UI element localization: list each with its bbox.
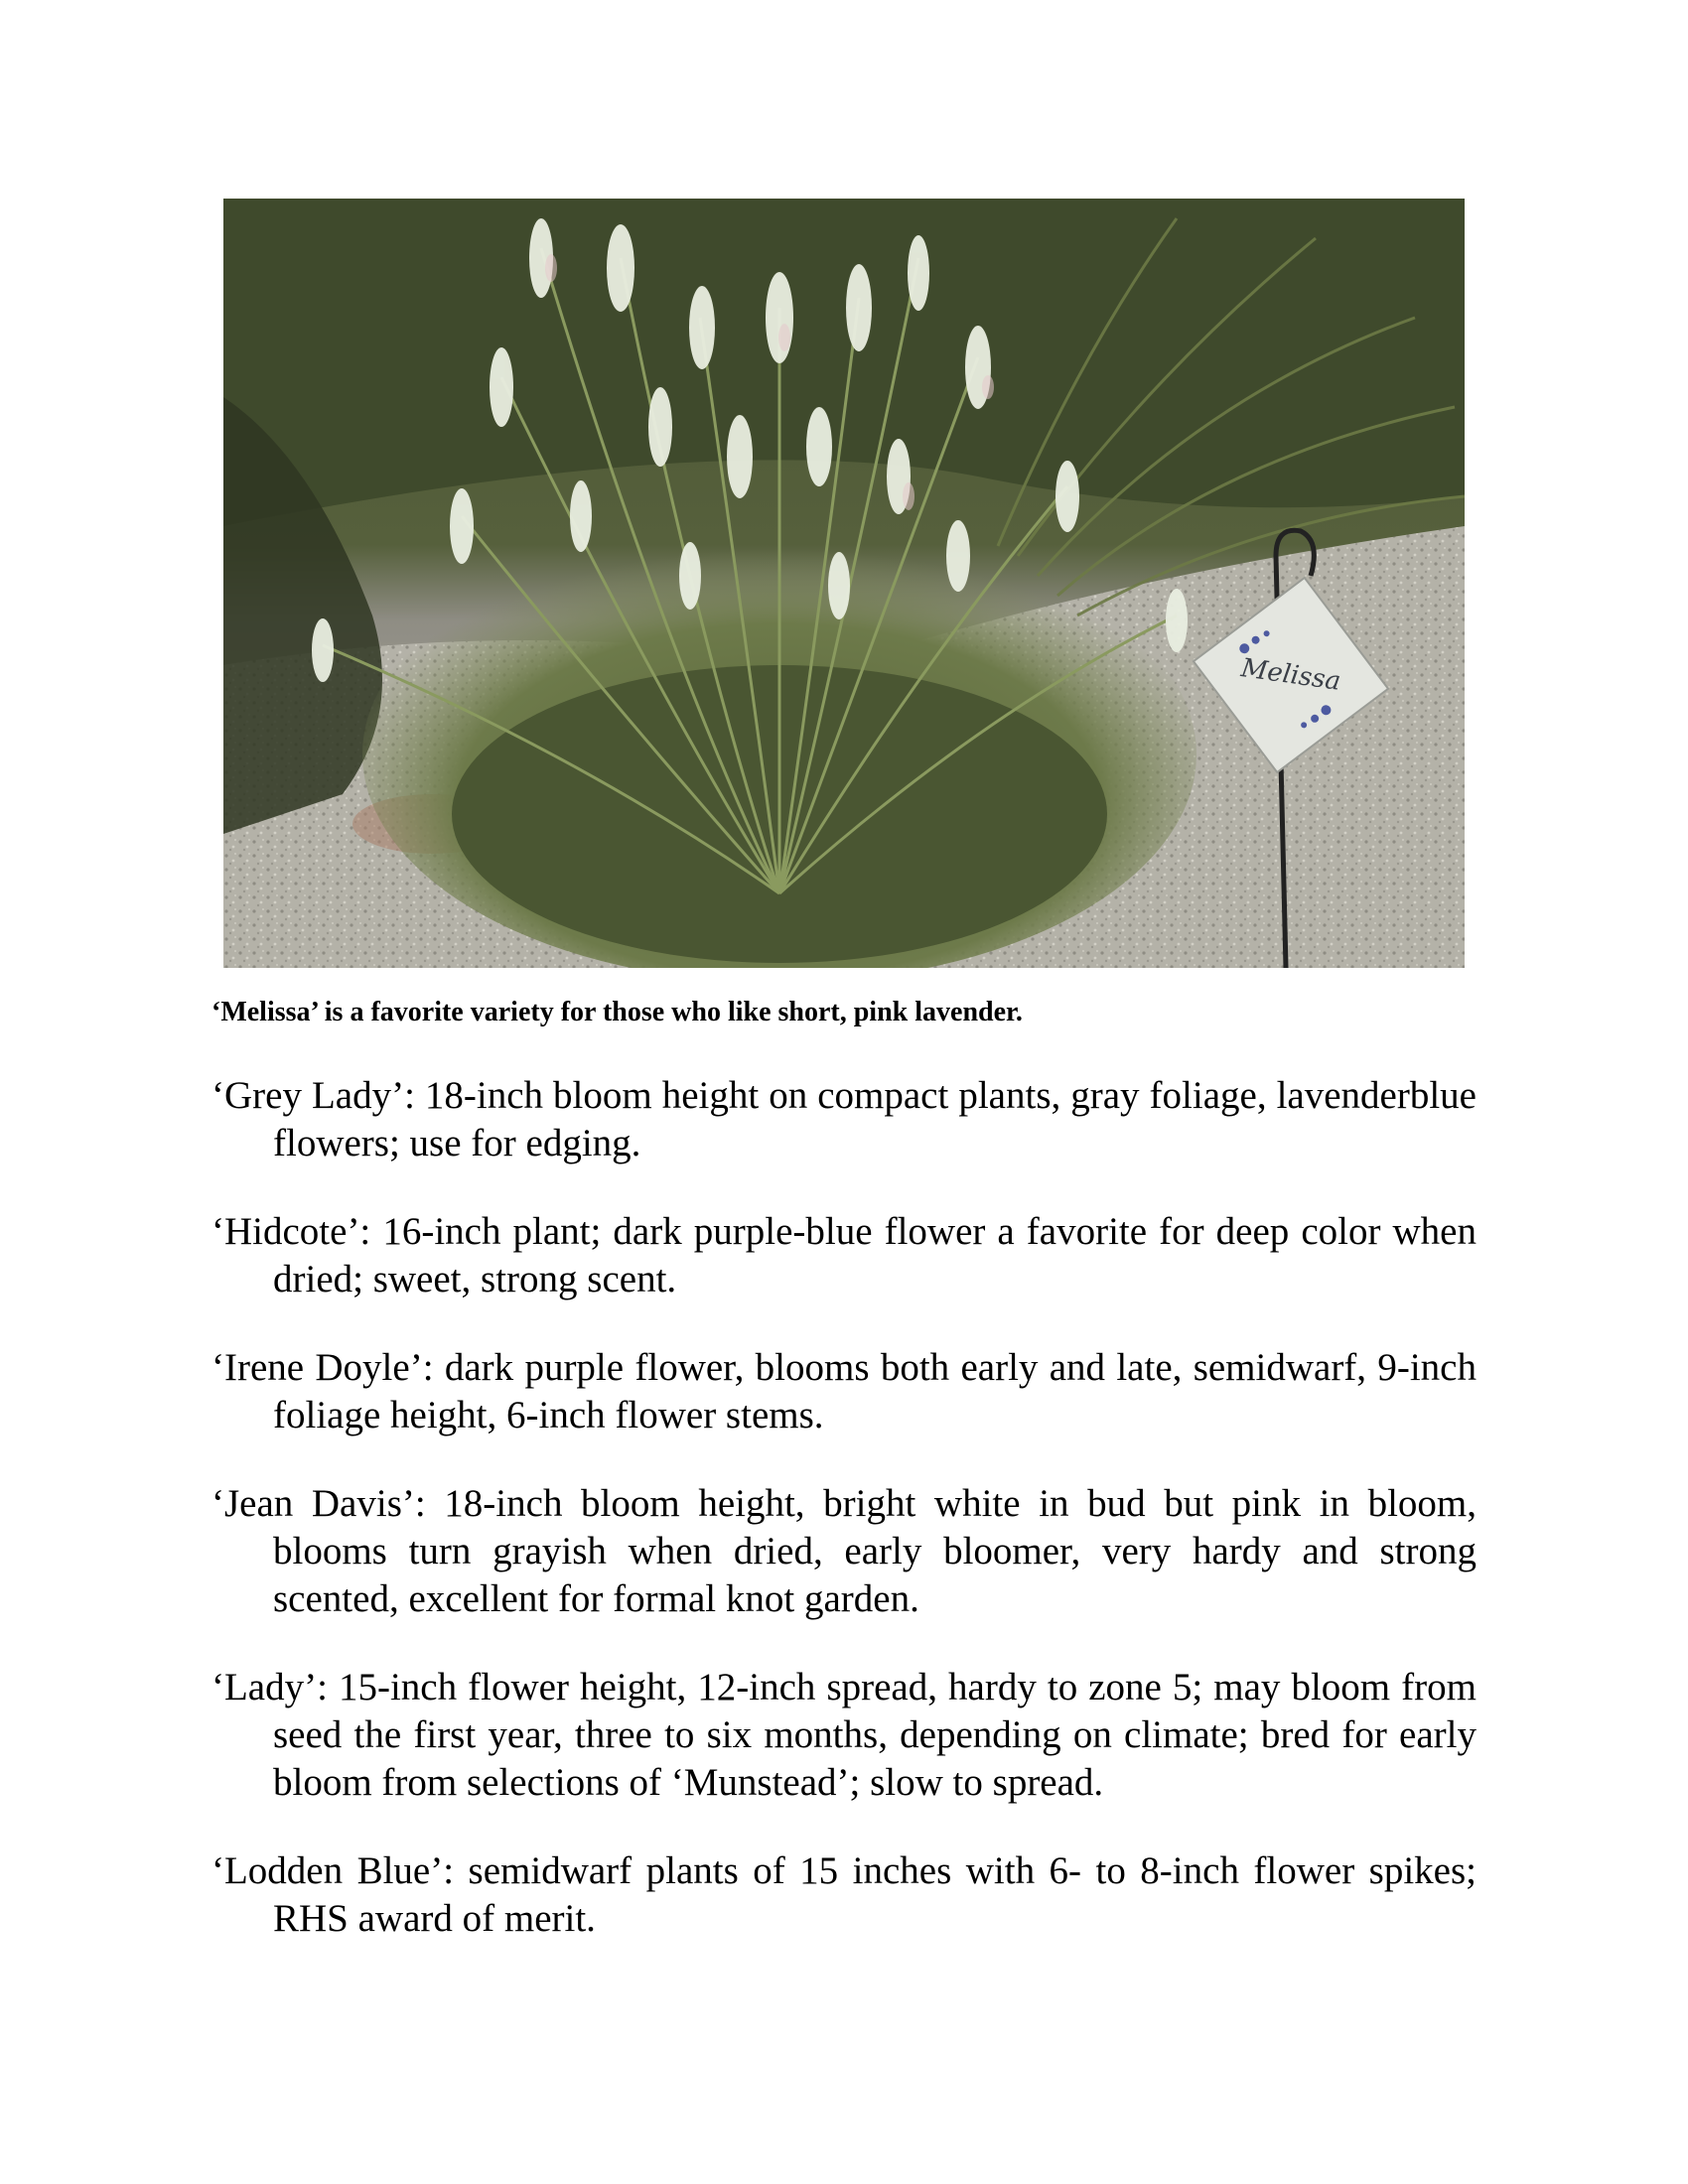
variety-entry-irene-doyle: ‘Irene Doyle’: dark purple flower, blooms both early and late, semidwarf, 9-inch foliage height, 6-inch flower stems. <box>211 1346 1477 1436</box>
variety-entry-jean-davis: ‘Jean Davis’: 18-inch bloom height, bright white in bud but pink in bloom, blooms turn grayish when dried, early bloomer, very hardy and strong scented, excellent for formal knot garden. <box>211 1482 1477 1620</box>
variety-entry-lady: ‘Lady’: 15-inch flower height, 12-inch spread, hardy to zone 5; may bloom from seed the first year, three to six months, depending on climate; bred for early bloom from selections of ‘Munstead’; slow to spread. <box>211 1666 1477 1804</box>
lavender-photo <box>223 199 1465 968</box>
photo-caption: ‘Melissa’ is a favorite variety for those who like short, pink lavender. <box>211 997 1023 1027</box>
variety-list <box>211 1072 1477 1983</box>
variety-entry-hidcote: ‘Hidcote’: 16-inch plant; dark purple-blue flower a favorite for deep color when dried; sweet, strong scent. <box>211 1210 1477 1300</box>
variety-entry-lodden-blue: ‘Lodden Blue’: semidwarf plants of 15 inches with 6- to 8-inch flower spikes; RHS award of merit. <box>211 1849 1477 1940</box>
plant-tag-label: Melissa <box>1238 653 1343 697</box>
variety-entry-grey-lady: ‘Grey Lady’: 18-inch bloom height on compact plants, gray foliage, lavenderblue flowers; use for edging. <box>211 1074 1477 1164</box>
lavender-plant-image <box>223 199 1465 968</box>
